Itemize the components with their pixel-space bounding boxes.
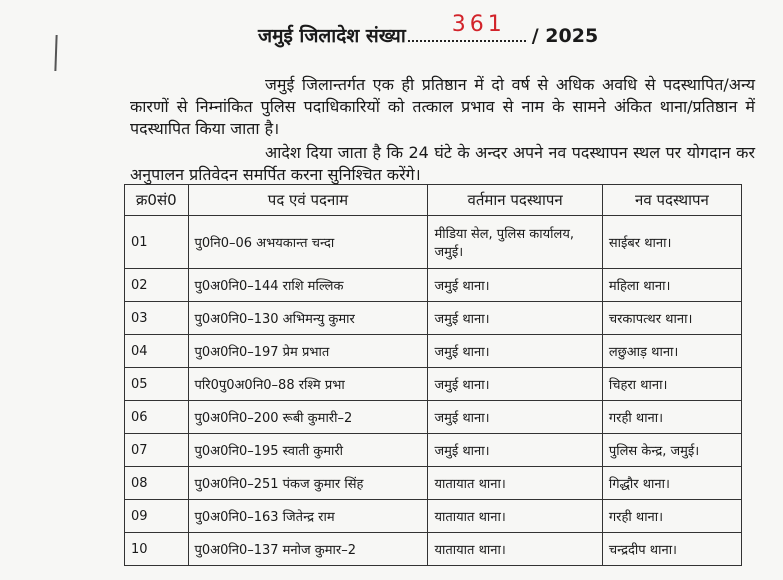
handwritten-order-number: 361 bbox=[451, 12, 506, 37]
cell-new-posting: गरही थाना। bbox=[602, 500, 741, 533]
cell-new-posting: लछुआड़ थाना। bbox=[602, 335, 741, 368]
cell-rank-name: परि0पु0अ0नि0–88 रश्मि प्रभा bbox=[188, 368, 428, 401]
cell-rank-name: पु0अ0नि0–137 मनोज कुमार–2 bbox=[188, 533, 428, 566]
header-rank-name: पद एवं पदनाम bbox=[188, 185, 428, 216]
cell-current-posting: जमुई थाना। bbox=[428, 302, 602, 335]
cell-serial: 01 bbox=[125, 216, 189, 269]
cell-serial: 05 bbox=[125, 368, 189, 401]
cell-current-posting: यातायात थाना। bbox=[428, 533, 602, 566]
table-row bbox=[125, 533, 742, 566]
cell-rank-name: पु0अ0नि0–197 प्रेम प्रभात bbox=[188, 335, 428, 368]
cell-current-posting: यातायात थाना। bbox=[428, 500, 602, 533]
posting-table bbox=[124, 184, 742, 566]
cell-current-posting: जमुई थाना। bbox=[428, 269, 602, 302]
table-row bbox=[125, 434, 742, 467]
table-row bbox=[125, 335, 742, 368]
margin-mark bbox=[54, 35, 57, 71]
cell-serial: 10 bbox=[125, 533, 189, 566]
header-new-posting: नव पदस्थापन bbox=[602, 185, 741, 216]
cell-serial: 04 bbox=[125, 335, 189, 368]
cell-new-posting: पुलिस केन्द्र, जमुई। bbox=[602, 434, 741, 467]
cell-serial: 08 bbox=[125, 467, 189, 500]
cell-rank-name: पु0अ0नि0–163 जितेन्द्र राम bbox=[188, 500, 428, 533]
cell-new-posting: साईबर थाना। bbox=[602, 216, 741, 269]
cell-current-posting: यातायात थाना। bbox=[428, 467, 602, 500]
cell-rank-name: पु0अ0नि0–144 राशि मल्लिक bbox=[188, 269, 428, 302]
title-year: / 2025 bbox=[531, 25, 599, 47]
cell-rank-name: पु0अ0नि0–200 रूबी कुमारी–2 bbox=[188, 401, 428, 434]
cell-new-posting: महिला थाना। bbox=[602, 269, 741, 302]
table-row bbox=[125, 216, 742, 269]
table-row bbox=[125, 467, 742, 500]
table-row bbox=[125, 269, 742, 302]
header-serial: क्र0सं0 bbox=[125, 185, 189, 216]
cell-serial: 02 bbox=[125, 269, 189, 302]
cell-new-posting: चरकापत्थर थाना। bbox=[602, 302, 741, 335]
order-title bbox=[258, 12, 599, 48]
cell-rank-name: पु0अ0नि0–251 पंकज कुमार सिंह bbox=[188, 467, 428, 500]
cell-new-posting: चन्द्रदीप थाना। bbox=[602, 533, 741, 566]
cell-serial: 09 bbox=[125, 500, 189, 533]
cell-rank-name: पु0नि0–06 अभयकान्त चन्दा bbox=[188, 216, 428, 269]
number-dotted-line bbox=[408, 12, 526, 42]
cell-serial: 06 bbox=[125, 401, 189, 434]
title-prefix: जमुई जिलादेश संख्या bbox=[258, 25, 406, 47]
table-header-row bbox=[125, 185, 742, 216]
cell-new-posting: गिद्धौर थाना। bbox=[602, 467, 741, 500]
cell-new-posting: चिहरा थाना। bbox=[602, 368, 741, 401]
cell-current-posting: जमुई थाना। bbox=[428, 401, 602, 434]
cell-rank-name: पु0अ0नि0–195 स्वाती कुमारी bbox=[188, 434, 428, 467]
cell-current-posting: जमुई थाना। bbox=[428, 368, 602, 401]
paragraph-intro: जमुई जिलान्तर्गत एक ही प्रतिष्ठान में दो वर्ष से अधिक अवधि से पदस्थापित/अन्य कारणों से निम्नांकित पुलिस पदाधिकारियों को तत्काल प्रभाव से नाम के सामने अंकित थाना/प्रतिष्ठान में पदस्थापित किया जाता है। bbox=[130, 75, 755, 138]
cell-new-posting: गरही थाना। bbox=[602, 401, 741, 434]
table-row bbox=[125, 401, 742, 434]
paragraph-order: आदेश दिया जाता है कि 24 घंटे के अन्दर अपने नव पदस्थापन स्थल पर योगदान कर अनुपालन प्रतिवेदन समर्पित करना सुनिश्चित करेंगे। bbox=[130, 143, 755, 184]
cell-serial: 07 bbox=[125, 434, 189, 467]
table-row bbox=[125, 368, 742, 401]
table-row bbox=[125, 302, 742, 335]
cell-current-posting: जमुई थाना। bbox=[428, 335, 602, 368]
cell-current-posting: जमुई थाना। bbox=[428, 434, 602, 467]
cell-current-posting: मीडिया सेल, पुलिस कार्यालय, जमुई। bbox=[428, 216, 602, 269]
cell-serial: 03 bbox=[125, 302, 189, 335]
table-row bbox=[125, 500, 742, 533]
cell-rank-name: पु0अ0नि0–130 अभिमन्यु कुमार bbox=[188, 302, 428, 335]
header-current-posting: वर्तमान पदस्थापन bbox=[428, 185, 602, 216]
